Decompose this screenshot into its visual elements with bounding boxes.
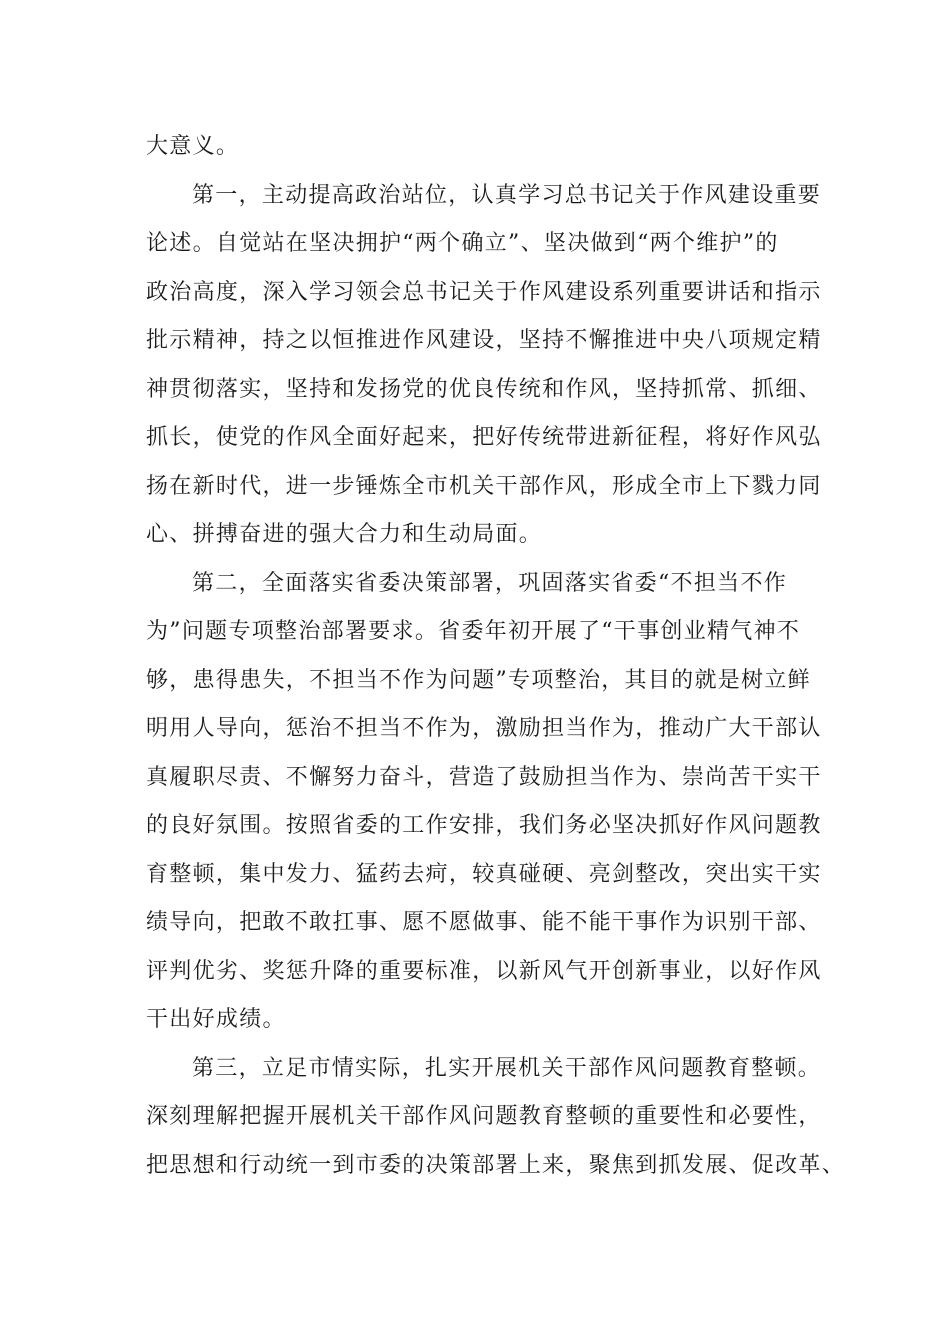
text-line: 把思想和行动统一到市委的决策部署上来，聚焦到抓发展、促改革、 [146,1152,846,1178]
text-line: 抓长，使党的作风全面好起来，把好传统带进新征程，将好作风弘 [146,425,822,450]
text-line: 深刻理解把握开展机关干部作风问题教育整顿的重要性和必要性， [146,1104,822,1129]
text-line: 真履职尽责、不懈努力奋斗，营造了鼓励担当作为、崇尚苦干实干 [146,764,822,790]
text-line: 明用人导向，惩治不担当不作为，激励担当作为，推动广大干部认 [146,716,822,741]
text-line: 论述。自觉站在坚决拥护“两个确立”、坚决做到“两个维护”的 [146,231,779,256]
text-line: 大意义。 [146,134,240,159]
document-body [146,123,846,1190]
text-line: 扬在新时代，进一步锤炼全市机关干部作风，形成全市上下戮力同 [146,473,822,499]
text-line: 绩导向，把敢不敢扛事、愿不愿做事、能不能干事作为识别干部、 [146,910,822,935]
text-line: 神贯彻落实，坚持和发扬党的优良传统和作风，坚持抓常、抓细、 [146,376,822,402]
text-line: 心、拼搏奋进的强大合力和生动局面。 [146,522,543,547]
text-line: 评判优劣、奖惩升降的重要标准，以新风气开创新事业，以好作风 [146,958,822,984]
text-line: 的良好氛围。按照省委的工作安排，我们务必坚决抓好作风问题教 [146,813,822,838]
text-line: 为”问题专项整治部署要求。省委年初开展了“干事创业精气神不 [146,619,801,644]
text-line: 政治高度，深入学习领会总书记关于作风建设系列重要讲话和指示 [146,279,822,305]
text-line: 够，患得患失，不担当不作为问题”专项整治，其目的就是树立鲜 [146,667,811,693]
text-line: 育整顿，集中发力、猛药去疴，较真碰硬、亮剑整改，突出实干实 [146,861,822,887]
paragraph-first-line: 第三，立足市情实际，扎实开展机关干部作风问题教育整顿。 [192,1055,822,1081]
paragraph-first-line: 第二，全面落实省委决策部署，巩固落实省委“不担当不作 [192,570,788,596]
paragraph-first-line: 第一，主动提高政治站位，认真学习总书记关于作风建设重要 [192,182,822,208]
text-line: 批示精神，持之以恒推进作风建设，坚持不懈推进中央八项规定精 [146,328,822,353]
text-line: 干出好成绩。 [146,1007,286,1032]
